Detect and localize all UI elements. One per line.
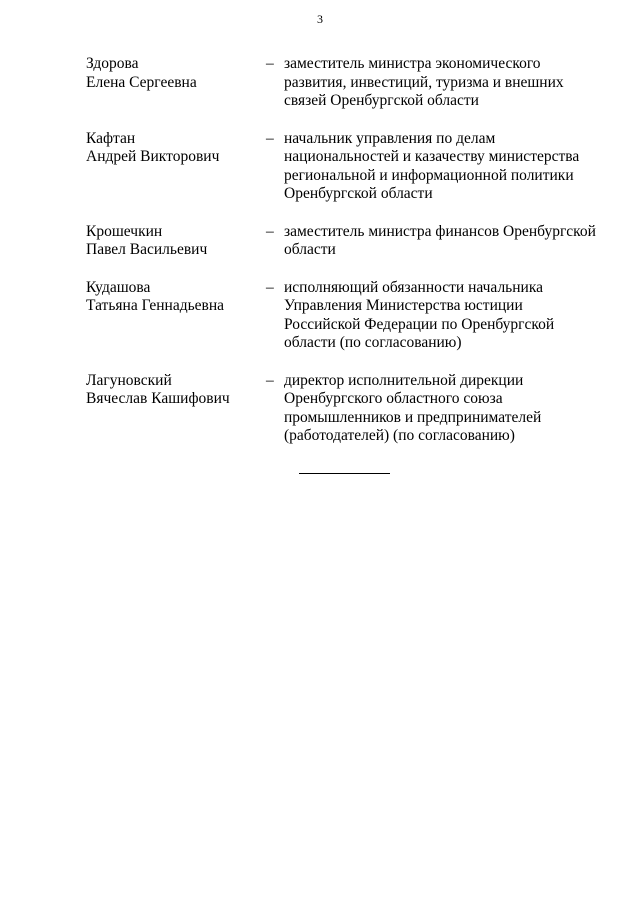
closing-rule — [299, 473, 390, 474]
role-line: национальностей и казачеству министерства — [284, 148, 580, 165]
member-name — [86, 55, 266, 92]
member-entry — [86, 223, 606, 260]
member-entry — [86, 372, 606, 446]
role-line: (работодателей) (по согласованию) — [284, 427, 515, 444]
member-surname: Лагуновский — [86, 371, 172, 389]
member-entry — [86, 55, 606, 111]
member-entry — [86, 279, 606, 353]
role-line: Российской Федерации по Оренбургской — [284, 315, 555, 333]
dash-separator: – — [266, 55, 274, 72]
member-name — [86, 130, 266, 167]
role-line: начальник управления по делам — [284, 129, 496, 147]
member-name — [86, 223, 266, 260]
member-given-names: Вячеслав Кашифович — [86, 390, 230, 407]
member-entry — [86, 130, 606, 204]
member-name — [86, 279, 266, 316]
role-line: заместитель министра финансов Оренбургской — [284, 222, 596, 240]
role-line: исполняющий обязанности начальника — [284, 278, 544, 296]
dash-separator: – — [266, 371, 274, 389]
member-list — [86, 55, 606, 446]
role-line: заместитель министра экономического — [284, 55, 541, 72]
member-surname: Кафтан — [86, 129, 136, 147]
member-role — [284, 55, 602, 111]
member-surname: Крошечкин — [86, 222, 163, 240]
dash-separator: – — [266, 278, 274, 296]
member-name — [86, 372, 266, 409]
role-line: развития, инвестиций, туризма и внешних — [284, 73, 564, 91]
member-role — [284, 372, 602, 446]
role-line: Оренбургской области — [284, 185, 433, 202]
role-line: связей Оренбургской области — [284, 92, 479, 109]
member-given-names: Татьяна Геннадьевна — [86, 297, 225, 314]
role-line: Оренбургского областного союза — [284, 390, 503, 407]
member-given-names: Андрей Викторович — [86, 148, 220, 165]
role-line: директор исполнительной дирекции — [284, 371, 524, 389]
member-given-names: Павел Васильевич — [86, 241, 208, 258]
member-surname: Здорова — [86, 55, 139, 72]
member-surname: Кудашова — [86, 278, 151, 296]
member-given-names: Елена Сергеевна — [86, 73, 197, 91]
role-line: области (по согласованию) — [284, 334, 462, 351]
role-line: промышленников и предпринимателей — [284, 408, 542, 426]
member-role — [284, 279, 602, 353]
role-line: Управления Министерства юстиции — [284, 297, 523, 314]
dash-separator: – — [266, 222, 274, 240]
role-line: региональной и информационной политики — [284, 166, 574, 184]
member-role — [284, 223, 602, 260]
member-role — [284, 130, 602, 204]
role-line: области — [284, 241, 336, 258]
dash-separator: – — [266, 129, 274, 147]
page-number: 3 — [317, 12, 323, 26]
